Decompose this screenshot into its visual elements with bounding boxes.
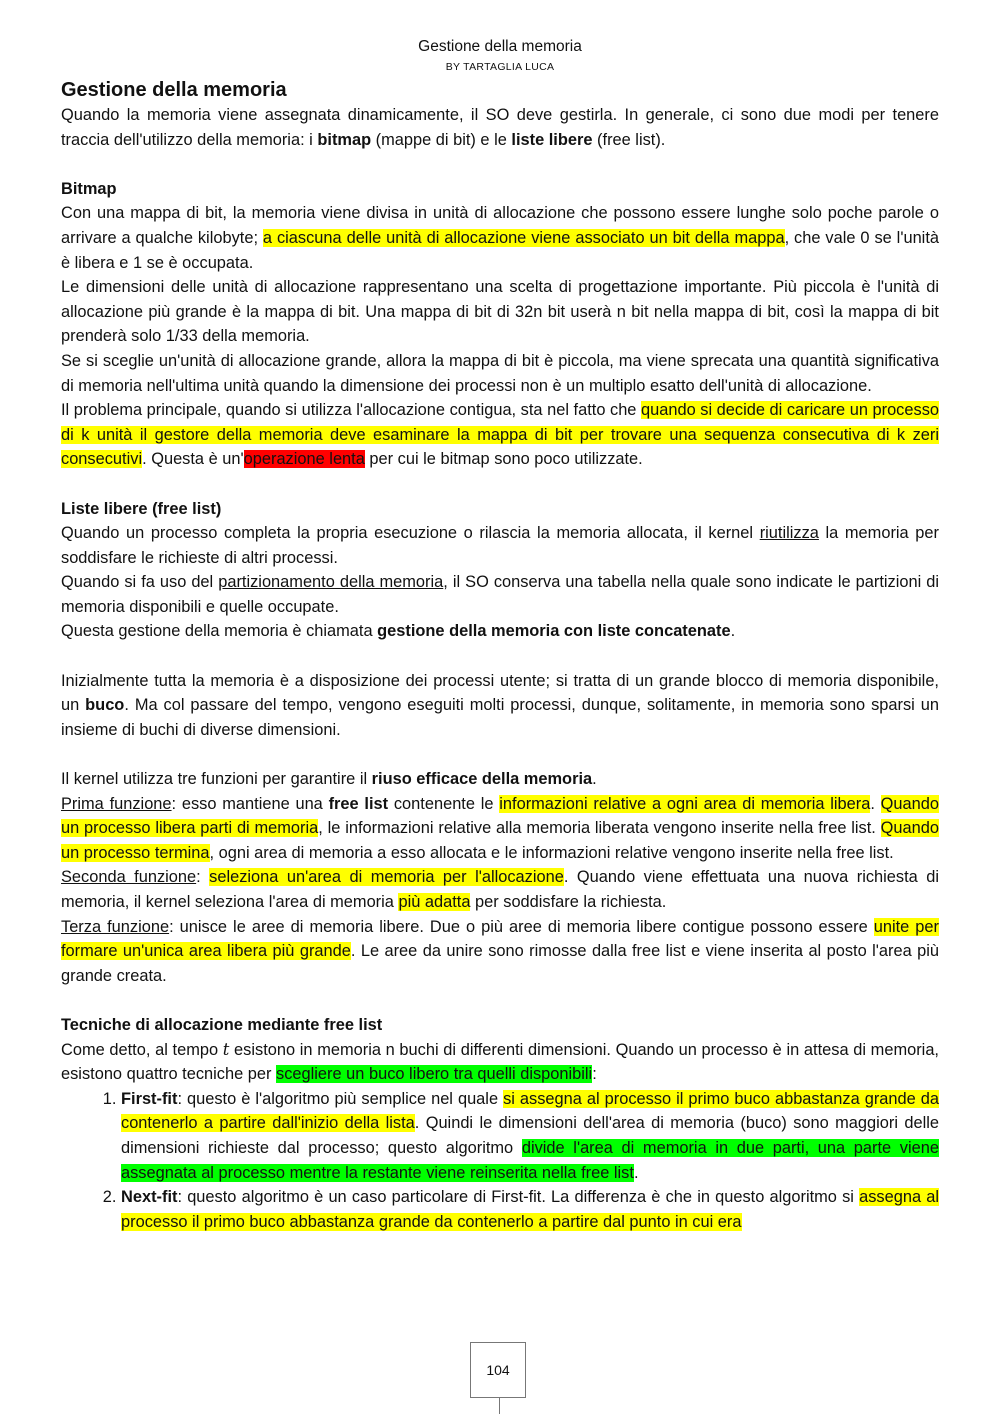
document-page xyxy=(61,36,939,1234)
highlight-yellow: si assegna al processo il primo buco abbastanza grande da contenerlo a partire dall'inizio della lista xyxy=(121,1089,939,1133)
third-function-paragraph: Terza funzione: unisce le aree di memoria libere. Due o più aree di memoria libere contigue possono essere unite per formare un'unica area libera più grande. Le aree da unire sono rimosse dalla free list e viene inserita al posto l'area più grande creata. xyxy=(61,917,939,985)
techniques-list xyxy=(61,1087,939,1235)
bitmap-heading: Bitmap xyxy=(61,179,117,198)
free-list-paragraph-2: Quando si fa uso del partizionamento della memoria, il SO conserva una tabella nella quale sono indicate le partizioni di memoria disponibili e quelle occupate. xyxy=(61,573,940,616)
bitmap-paragraph-4: Il problema principale, quando si utilizza l'allocazione contigua, sta nel fatto che quando si decide di caricare un processo di k unità il gestore della memoria deve esaminare la mappa di bit per trovare una sequenza consecutiva di k zeri consecutivi. Questa è un'operazione lenta per cui le bitmap sono poco utilizzate. xyxy=(61,401,940,469)
highlight-yellow: seleziona un'area di memoria per l'allocazione xyxy=(209,868,564,887)
second-function-paragraph: Seconda funzione: seleziona un'area di memoria per l'allocazione. Quando viene effettuata una nuova richiesta di memoria, il kernel seleziona l'area di memoria più adatta per soddisfare la richiesta. xyxy=(61,868,939,911)
bitmap-paragraph-2: Le dimensioni delle unità di allocazione rappresentano una scelta di progettazione importante. Più piccola è l'unità di allocazione più grande è la mappa di bit. Una mappa di bit di 32n bit userà n bit nella mappa di bit, così la mappa di bit prenderà solo 1/33 della memoria. xyxy=(61,278,939,346)
highlight-green: divide l'area di memoria in due parti, una parte viene assegnata al processo mentre la restante viene reinserita nella free list xyxy=(121,1138,939,1182)
highlight-yellow: Quando un processo termina xyxy=(61,819,939,862)
highlight-yellow: quando si decide di caricare un processo di k unità il gestore della memoria deve esaminare la mappa di bit per trovare una sequenza consecutiva di k zeri consecutivi xyxy=(61,401,940,469)
free-list-paragraph-3: Questa gestione della memoria è chiamata gestione della memoria con liste concatenate. xyxy=(61,622,736,641)
page-number-box xyxy=(470,1342,526,1398)
list-item-first-fit: 1. First-fit: questo è l'algoritmo più semplice nel quale si assegna al processo il primo buco abbastanza grande da contenerlo a partire dall'inizio della lista. Quindi le dimensioni dell'area di memoria (buco) sono maggiori delle dimensioni richieste dal processo; questo algoritmo divide l'area di memoria in due parti, una parte viene assegnata al processo mentre la restante viene reinserita nella free list. xyxy=(121,1087,939,1185)
header-author: BY TARTAGLIA LUCA xyxy=(445,61,555,73)
bitmap-paragraph-3: Se si sceglie un'unità di allocazione grande, allora la mappa di bit è piccola, ma viene sprecata una quantità significativa di memoria nell'ultima unità quando la dimensione dei processi non è un multiplo esatto dell'unità di allocazione. xyxy=(61,351,939,395)
highlight-yellow: unite per formare un'unica area libera più grande xyxy=(61,917,939,961)
free-list-paragraph-4: Inizialmente tutta la memoria è a disposizione dei processi utente; si tratta di un grande blocco di memoria disponibile, un buco. Ma col passare del tempo, vengono eseguiti molti processi, dunque, solitamente, in memoria sono sparsi un insieme di buchi di diverse dimensioni. xyxy=(61,671,939,739)
page-number: 104 xyxy=(486,1362,510,1378)
list-item-next-fit: 2. Next-fit: questo algoritmo è un caso particolare di First-fit. La differenza è che in questo algoritmo si assegna al processo il primo buco abbastanza grande da contenerlo a partire dal punto in cui era xyxy=(121,1185,939,1234)
free-list-paragraph-1: Quando un processo completa la propria esecuzione o rilascia la memoria allocata, il kernel riutilizza la memoria per soddisfare le richieste di altri processi. xyxy=(61,524,939,567)
free-list-heading: Liste libere (free list) xyxy=(61,499,222,518)
footer-divider xyxy=(499,1398,500,1414)
running-header xyxy=(61,36,939,75)
highlight-yellow: più adatta xyxy=(398,893,471,911)
techniques-heading: Tecniche di allocazione mediante free list xyxy=(61,1015,383,1034)
header-title: Gestione della memoria xyxy=(418,38,582,55)
highlight-yellow: Quando un processo libera parti di memoria xyxy=(61,794,939,838)
first-function-paragraph: Prima funzione: esso mantiene una free list contenente le informazioni relative a ogni area di memoria libera. Quando un processo libera parti di memoria, le informazioni relative alla memoria liberata vengono inserite nella free list. Quando un processo termina, ogni area di memoria a esso allocata e le informazioni relative vengono inserite nella free list. xyxy=(61,794,939,862)
techniques-paragraph: Come detto, al tempo t esistono in memoria n buchi di differenti dimensioni. Quando un processo è in attesa di memoria, esistono quattro tecniche per scegliere un buco libero tra quelli disponibili: xyxy=(61,1039,939,1084)
highlight-yellow: a ciascuna delle unità di allocazione viene associato un bit della mappa xyxy=(262,228,785,247)
free-list-paragraph-5: Il kernel utilizza tre funzioni per garantire il riuso efficace della memoria. xyxy=(61,770,597,789)
bitmap-paragraph-1: Con una mappa di bit, la memoria viene divisa in unità di allocazione che possono essere lunghe solo poche parole o arrivare a qualche kilobyte; a ciascuna delle unità di allocazione viene associato un bit della mappa, che vale 0 se l'unità è libera e 1 se è occupata. xyxy=(61,204,939,272)
highlight-red: operazione lenta xyxy=(243,450,365,469)
intro-paragraph: Quando la memoria viene assegnata dinamicamente, il SO deve gestirla. In generale, ci sono due modi per tenere traccia dell'utilizzo della memoria: i bitmap (mappe di bit) e le liste libere (free list). xyxy=(61,106,939,149)
highlight-yellow: assegna al processo il primo buco abbastanza grande da contenerlo a partire dal punto in cui era xyxy=(121,1188,939,1231)
highlight-yellow: informazioni relative a ogni area di memoria libera xyxy=(499,794,871,813)
highlight-green: scegliere un buco libero tra quelli disponibili xyxy=(276,1065,593,1084)
section-title: Gestione della memoria xyxy=(61,79,287,101)
